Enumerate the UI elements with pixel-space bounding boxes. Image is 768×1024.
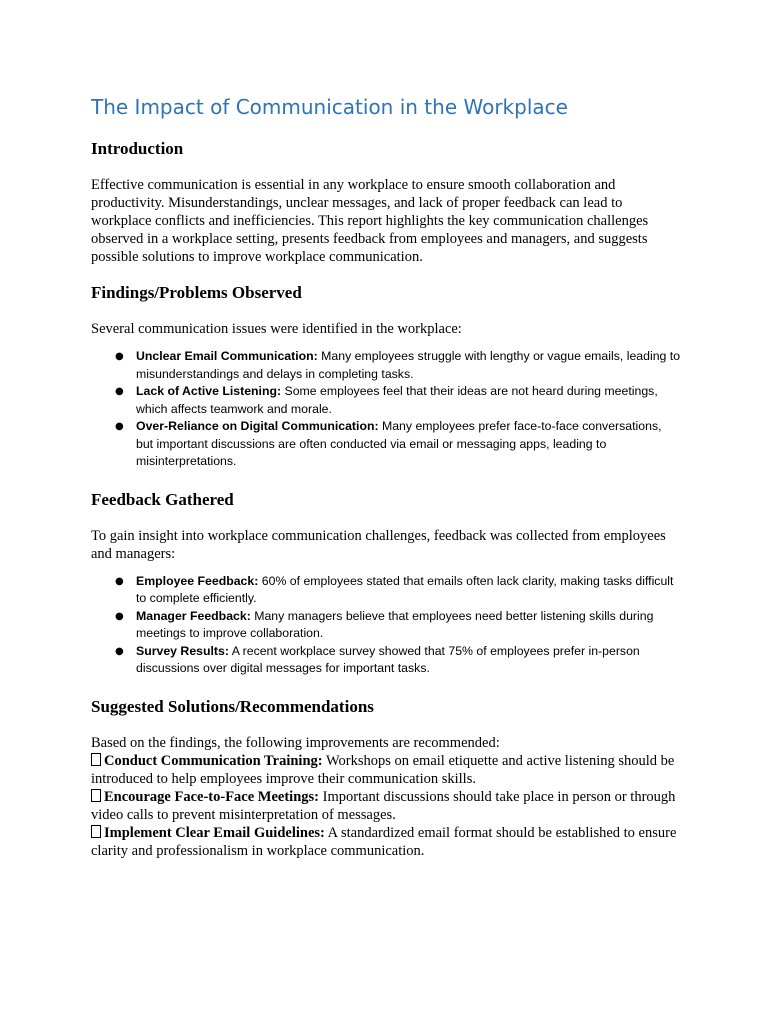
list-item xyxy=(115,348,681,383)
solutions-heading: Suggested Solutions/Recommendations xyxy=(91,696,374,716)
item-lead: Conduct Communication Training: xyxy=(104,752,323,769)
intro-heading: Introduction xyxy=(91,139,184,158)
item-lead: Manager Feedback: xyxy=(136,608,251,623)
item-text: Some employees feel that their ideas are not heard during meetings, which affects teamwork and morale. xyxy=(136,384,658,416)
list-item xyxy=(115,643,681,678)
item-lead: Implement Clear Email Guidelines: xyxy=(104,824,325,841)
item-lead: Encourage Face-to-Face Meetings: xyxy=(104,788,320,805)
item-text: Many managers believe that employees need better listening skills during meetings to improve collaboration. xyxy=(136,608,654,640)
item-text: Many employees struggle with lengthy or vague emails, leading to misunderstandings and delays in completing tasks. xyxy=(136,349,681,381)
recommendation-item xyxy=(91,752,681,788)
recommendation-item xyxy=(91,824,681,860)
list-item xyxy=(115,383,681,418)
bullet-icon: ● xyxy=(115,421,124,432)
item-text: A standardized email format should be established to ensure clarity and professionalism in workplace communication. xyxy=(91,824,677,859)
item-text: Important discussions should take place in person or through video calls to prevent misinterpretation of messages. xyxy=(91,788,676,823)
item-lead: Lack of Active Listening: xyxy=(136,384,282,398)
document-title: The Impact of Communication in the Workplace xyxy=(91,95,568,119)
bullet-icon: ● xyxy=(115,575,124,587)
bullet-icon: ● xyxy=(115,610,124,622)
item-text: Many employees prefer face-to-face conversations, but important discussions are often conducted via email or messaging apps, leading to misinterpretations. xyxy=(136,419,662,468)
item-lead: Unclear Email Communication: xyxy=(136,349,318,363)
document-page xyxy=(91,94,681,860)
item-lead: Survey Results: xyxy=(136,643,229,658)
item-lead: Over-Reliance on Digital Communication: xyxy=(136,419,379,433)
findings-list xyxy=(91,348,681,471)
recommendation-item xyxy=(91,788,681,824)
item-text: 60% of employees stated that emails often lack clarity, making tasks difficult to complete efficiently. xyxy=(136,573,674,605)
list-item xyxy=(115,573,681,608)
findings-paragraph: Several communication issues were identified in the workplace: xyxy=(91,321,462,337)
solutions-paragraph: Based on the findings, the following improvements are recommended: xyxy=(91,734,500,751)
item-lead: Employee Feedback: xyxy=(136,573,259,588)
item-text: Workshops on email etiquette and active listening should be introduced to help employees improve their communication skills. xyxy=(91,752,675,787)
bullet-icon: ● xyxy=(115,386,124,397)
findings-heading: Findings/Problems Observed xyxy=(91,283,302,302)
checkbox-glyph-icon xyxy=(91,753,101,766)
checkbox-glyph-icon xyxy=(91,789,101,802)
list-item xyxy=(115,608,681,643)
bullet-icon: ● xyxy=(115,645,124,657)
intro-paragraph: Effective communication is essential in any workplace to ensure smooth collaboration and productivity. Misunderstandings, unclear messages, and lack of proper feedback can lead to workplace conflicts and inefficiencies. This report highlights the key communication challenges observed in a workplace setting, presents feedback from employees and managers, and suggests possible solutions to improve workplace communication. xyxy=(91,177,649,265)
bullet-icon: ● xyxy=(115,351,124,362)
checkbox-glyph-icon xyxy=(91,825,101,838)
feedback-list xyxy=(91,573,681,678)
list-item xyxy=(115,418,681,471)
feedback-paragraph: To gain insight into workplace communication challenges, feedback was collected from employees and managers: xyxy=(91,527,666,562)
feedback-heading: Feedback Gathered xyxy=(91,489,234,509)
item-text: A recent workplace survey showed that 75% of employees prefer in-person discussions over digital messages for important tasks. xyxy=(136,643,640,675)
